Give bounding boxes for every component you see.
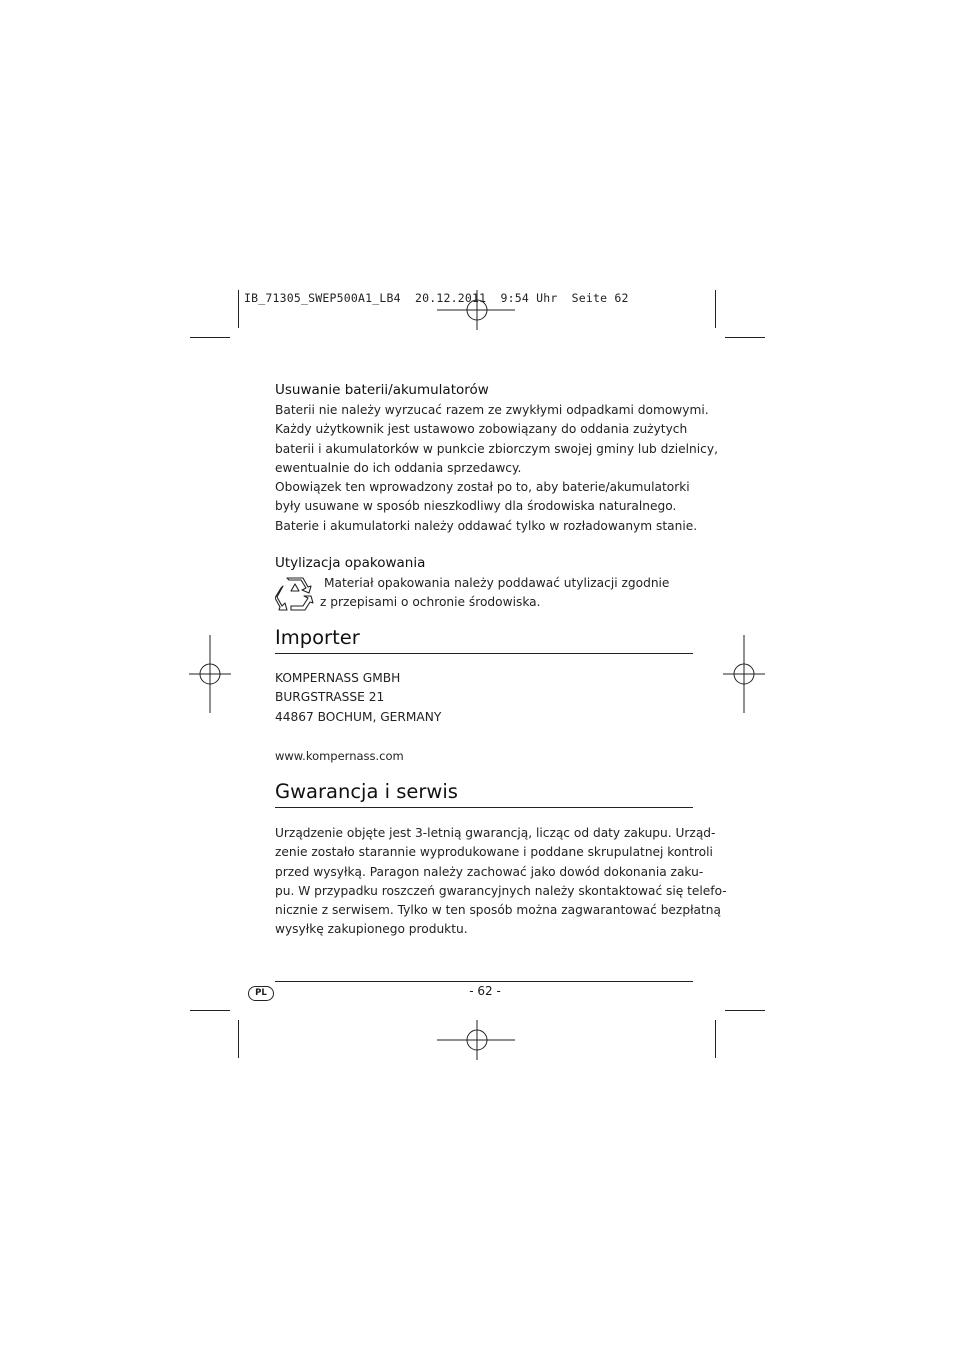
packaging-line: Materiał opakowania należy poddawać utylizacji zgodnie xyxy=(324,576,670,590)
batteries-line: Każdy użytkownik jest ustawowo zobowiązany do oddania zużytych xyxy=(275,422,688,437)
print-slug: IB_71305_SWEP500A1_LB4 20.12.2011 9:54 Uhr Seite 62 xyxy=(244,291,629,305)
warranty-line: zenie zostało starannie wyprodukowane i poddane skrupulatnej kontroli xyxy=(275,845,713,860)
batteries-line: Baterii nie należy wyrzucać razem ze zwykłymi odpadkami domowymi. xyxy=(275,403,709,417)
warranty-text xyxy=(275,824,727,940)
warranty-heading: Gwarancja i serwis xyxy=(275,780,458,803)
importer-heading: Importer xyxy=(275,626,360,649)
warranty-line: Urządzenie objęte jest 3-letnią gwarancją, licząc od daty zakupu. Urząd- xyxy=(275,826,716,840)
importer-address xyxy=(275,669,441,727)
recycle-icon xyxy=(275,576,315,612)
warranty-line: pu. W przypadku roszczeń gwarancyjnych należy skontaktować się telefo- xyxy=(275,883,727,898)
registration-mark-top xyxy=(437,290,517,330)
packaging-line: z przepisami o ochronie środowiska. xyxy=(320,595,541,610)
importer-website: www.kompernass.com xyxy=(275,749,404,763)
language-badge: PL xyxy=(248,986,274,1001)
address-line: 44867 BOCHUM, GERMANY xyxy=(275,709,442,724)
importer-heading-rule xyxy=(275,653,693,654)
warranty-heading-rule xyxy=(275,807,693,808)
batteries-line: były usuwane w sposób nieszkodliwy dla środowiska naturalnego. xyxy=(275,499,677,514)
registration-mark-right xyxy=(723,635,765,715)
batteries-line: baterii i akumulatorków w punkcie zbiorczym swojej gminy lub dzielnicy, xyxy=(275,441,718,456)
address-line: KOMPERNASS GMBH xyxy=(275,671,401,685)
batteries-line: Obowiązek ten wprowadzony został po to, aby baterie/akumulatorki xyxy=(275,480,690,495)
batteries-heading: Usuwanie baterii/akumulatorów xyxy=(275,382,489,398)
warranty-line: przed wysyłką. Paragon należy zachować jako dowód dokonania zaku- xyxy=(275,864,704,879)
packaging-text xyxy=(320,574,669,613)
batteries-text xyxy=(275,401,718,536)
batteries-line: Baterie i akumulatorki należy oddawać tylko w rozładowanym stanie. xyxy=(275,518,698,533)
batteries-line: ewentualnie do ich oddania sprzedawcy. xyxy=(275,460,522,475)
warranty-line: wysyłkę zakupionego produktu. xyxy=(275,922,468,937)
page-number: - 62 - xyxy=(469,984,501,998)
packaging-heading: Utylizacja opakowania xyxy=(275,555,426,571)
registration-mark-bottom xyxy=(437,1020,517,1060)
warranty-line: nicznie z serwisem. Tylko w ten sposób można zagwarantować bezpłatną xyxy=(275,903,721,918)
registration-mark-left xyxy=(189,635,231,715)
address-line: BURGSTRASSE 21 xyxy=(275,690,385,705)
footer-rule xyxy=(275,981,693,982)
